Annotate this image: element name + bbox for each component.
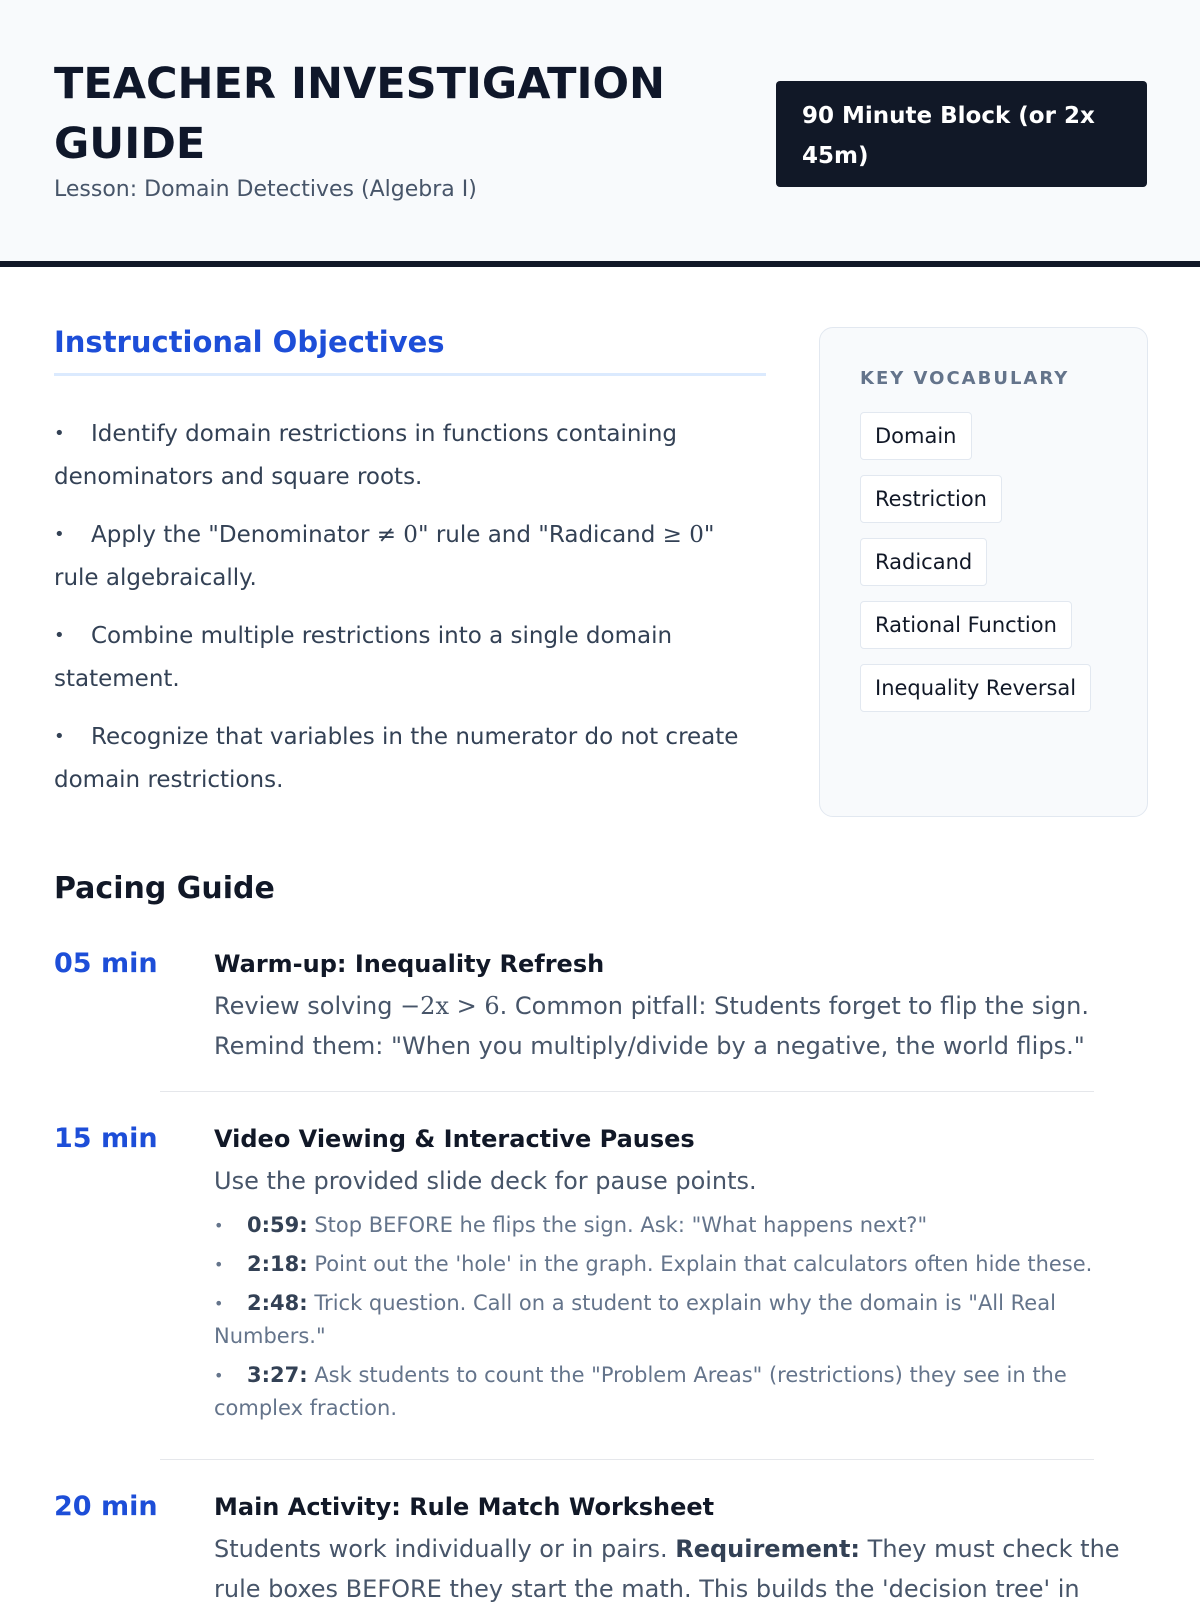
pacing-text: Use the provided slide deck for pause points. <box>214 1167 757 1195</box>
pacing-time: 20 min <box>54 1491 158 1522</box>
lesson-subtitle: Lesson: Domain Detectives (Algebra I) <box>54 177 477 202</box>
list-item: • 2:18: Point out the 'hole' in the graph. Explain that calculators often hide these. <box>214 1248 1148 1281</box>
vocab-term: Domain <box>860 412 972 460</box>
math-expression: −2x > 6 <box>400 992 500 1020</box>
pacing-body <box>214 948 1148 1066</box>
page-title: TEACHER INVESTIGATION GUIDE <box>54 59 666 169</box>
bullet-icon: • <box>54 625 65 646</box>
pause-points-list <box>214 1209 1148 1425</box>
vocab-term: Restriction <box>860 475 1002 523</box>
bullet-icon: • <box>54 726 65 747</box>
list-item: • Combine multiple restrictions into a single domain statement. <box>54 614 766 701</box>
math-expression: ≥ 0 <box>662 522 704 548</box>
pacing-guide-title: Pacing Guide <box>54 871 275 906</box>
pacing-time: 05 min <box>54 948 158 979</box>
objectives-title: Instructional Objectives <box>54 325 766 376</box>
bullet-icon: • <box>54 423 65 444</box>
timestamp: 2:48: <box>247 1291 308 1315</box>
pacing-heading: Video Viewing & Interactive Pauses <box>214 1125 695 1153</box>
math-expression: ≠ 0 <box>376 522 418 548</box>
pacing-text: Students work individually or in pairs. Requirement: They must check the rule boxes BEFORE they start the math. This builds the 'decision tree' in <box>214 1535 1120 1603</box>
divider <box>160 1459 1094 1460</box>
divider <box>160 1091 1094 1092</box>
pacing-text: Review solving −2x > 6. Common pitfall: Students forget to flip the sign. Remind them: "When you multiply/divide by a negative, the world flips." <box>214 992 1089 1060</box>
bullet-icon: • <box>214 1255 224 1274</box>
bullet-icon: • <box>214 1294 224 1313</box>
pacing-body <box>214 1491 1148 1609</box>
objectives-section <box>54 325 766 816</box>
list-item: • Recognize that variables in the numerator do not create domain restrictions. <box>54 715 766 802</box>
vocabulary-heading: KEY VOCABULARY <box>860 368 1070 389</box>
pacing-heading: Main Activity: Rule Match Worksheet <box>214 1493 715 1521</box>
pacing-body <box>214 1123 1148 1431</box>
time-block-badge: 90 Minute Block (or 2x 45m) <box>776 81 1147 187</box>
list-item: • Apply the "Denominator ≠ 0" rule and "Radicand ≥ 0" rule algebraically. <box>54 513 766 600</box>
page-header <box>0 0 1200 267</box>
list-item: • Identify domain restrictions in functions containing denominators and square roots. <box>54 412 766 499</box>
bullet-icon: • <box>214 1216 224 1235</box>
timestamp: 2:18: <box>247 1252 308 1276</box>
list-item: • 3:27: Ask students to count the "Problem Areas" (restrictions) they see in the complex fraction. <box>214 1359 1148 1425</box>
pacing-heading: Warm-up: Inequality Refresh <box>214 950 605 978</box>
vocab-term: Inequality Reversal <box>860 664 1091 712</box>
timestamp: 0:59: <box>247 1213 308 1237</box>
timestamp: 3:27: <box>247 1363 308 1387</box>
bullet-icon: • <box>54 524 65 545</box>
list-item: • 0:59: Stop BEFORE he flips the sign. Ask: "What happens next?" <box>214 1209 1148 1242</box>
bullet-icon: • <box>214 1366 224 1385</box>
list-item: • 2:48: Trick question. Call on a student to explain why the domain is "All Real Numbers." <box>214 1287 1148 1353</box>
objectives-list <box>54 412 766 802</box>
vocab-term: Radicand <box>860 538 987 586</box>
vocab-term: Rational Function <box>860 601 1072 649</box>
pacing-time: 15 min <box>54 1123 158 1154</box>
key-vocabulary-panel <box>819 327 1148 817</box>
